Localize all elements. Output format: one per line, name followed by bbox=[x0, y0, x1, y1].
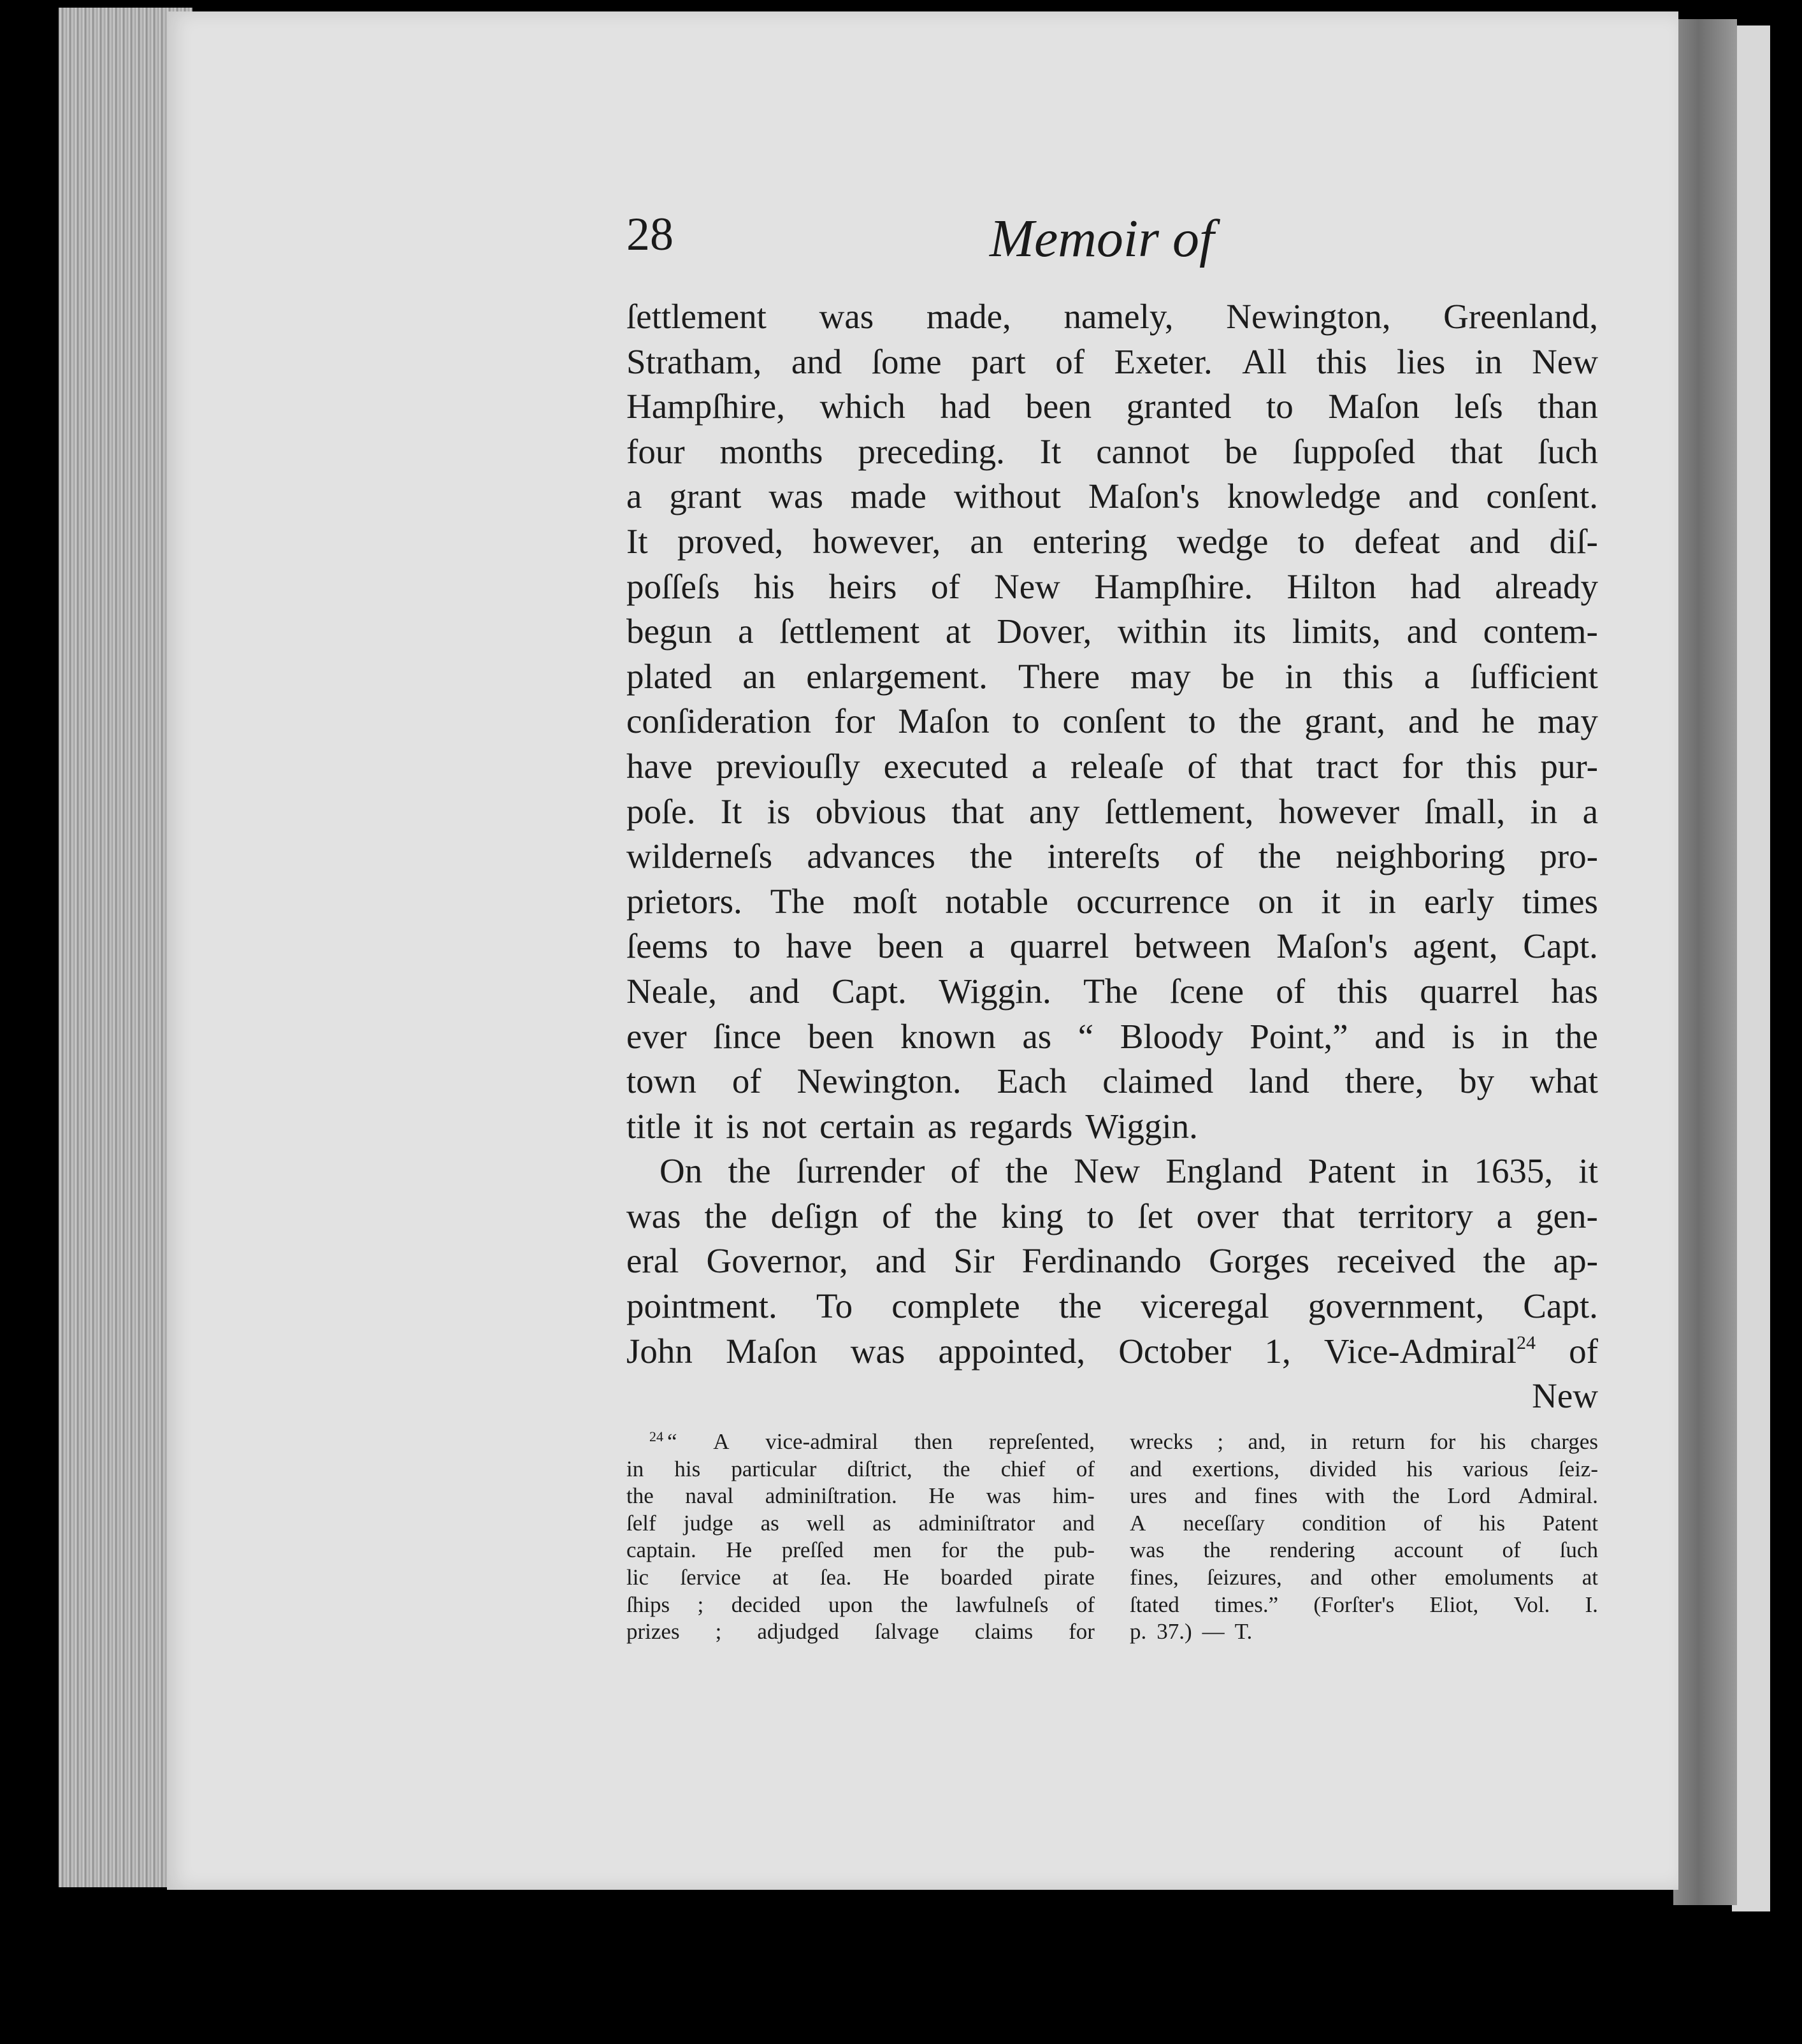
body-line: New bbox=[1532, 1376, 1598, 1416]
body-line: ſeems to have been a quarrel between Maſon's agent, Capt. bbox=[626, 926, 1598, 966]
footnote-left-line: lic ſervice at ſea. He boarded pirate bbox=[626, 1564, 1095, 1590]
body-line: wilderneſs advances the intereſts of the neighboring pro- bbox=[626, 837, 1598, 876]
body-line: four months preceding. It cannot be ſuppoſed that ſuch bbox=[626, 431, 1598, 471]
body-line: poſſeſs his heirs of New Hampſhire. Hilton had already bbox=[626, 566, 1598, 606]
footnote-marker: 24 bbox=[649, 1429, 663, 1444]
footnote-right-line: p. 37.) — T. bbox=[1130, 1619, 1253, 1645]
book-gutter bbox=[1673, 19, 1737, 1905]
body-line: Neale, and Capt. Wiggin. The ſcene of this quarrel has bbox=[626, 971, 1598, 1011]
footnotes bbox=[626, 1429, 1598, 1646]
body-line: a grant was made without Maſon's knowledge and conſent. bbox=[626, 477, 1598, 516]
body-line: plated an enlargement. There may be in this a ſufficient bbox=[626, 656, 1598, 696]
body-line: conſideration for Maſon to conſent to the grant, and he may bbox=[626, 702, 1598, 741]
body-line: town of Newington. Each claimed land there, by what bbox=[626, 1062, 1598, 1101]
footnote-left-line: $^{24}$ “ A vice-admiral then repreſented, bbox=[649, 1429, 1095, 1454]
body-line: John Maſon was appointed, October 1, Vice-Admiral$^{24}$ of bbox=[626, 1331, 1598, 1371]
body-line: have previouſly executed a releaſe of that tract for this pur- bbox=[626, 746, 1598, 786]
body-line: title it is not certain as regards Wiggin. bbox=[626, 1106, 1198, 1146]
footnote-left-line: captain. He preſſed men for the pub- bbox=[626, 1537, 1095, 1563]
footnote-left-line: ſelf judge as well as adminiſtrator and bbox=[626, 1510, 1095, 1536]
body-line: poſe. It is obvious that any ſettlement, however ſmall, in a bbox=[626, 791, 1598, 831]
facing-page-edge bbox=[1732, 25, 1770, 1911]
footnote-left-line: ſhips ; decided upon the lawfulneſs of bbox=[626, 1592, 1095, 1617]
footnote-right-line: and exertions, divided his various ſeiz- bbox=[1130, 1456, 1598, 1481]
body-line: Hampſhire, which had been granted to Maſon leſs than bbox=[626, 387, 1598, 426]
body-line: Stratham, and ſome part of Exeter. All this lies in New bbox=[626, 342, 1598, 381]
body-line: ever ſince been known as “ Bloody Point,” and is in the bbox=[626, 1016, 1598, 1056]
body-line: pointment. To complete the viceregal government, Capt. bbox=[626, 1286, 1598, 1326]
footnote-left-line: in his particular diſtrict, the chief of bbox=[626, 1456, 1095, 1481]
footnote-reference: 24 bbox=[1516, 1332, 1536, 1353]
footnote-left-line: prizes ; adjudged ſalvage claims for bbox=[626, 1619, 1095, 1645]
footnote-column-left bbox=[626, 1429, 1095, 1646]
body-text bbox=[626, 294, 1598, 1419]
running-head: Memoir of bbox=[990, 209, 1215, 268]
page-number: 28 bbox=[626, 208, 674, 261]
body-line: On the ſurrender of the New England Patent in 1635, it bbox=[660, 1151, 1598, 1191]
body-line: eral Governor, and Sir Ferdinando Gorges received the ap- bbox=[626, 1241, 1598, 1281]
footnote-right-line: ures and fines with the Lord Admiral. bbox=[1130, 1483, 1598, 1509]
footnote-right-line: wrecks ; and, in return for his charges bbox=[1130, 1429, 1598, 1454]
page-header bbox=[626, 208, 1598, 278]
footnote-right-line: A neceſſary condition of his Patent bbox=[1130, 1510, 1598, 1536]
footnote-right-line: fines, ſeizures, and other emoluments at bbox=[1130, 1564, 1598, 1590]
body-line: It proved, however, an entering wedge to defeat and diſ- bbox=[626, 521, 1598, 561]
footnote-left-line: the naval adminiſtration. He was him- bbox=[626, 1483, 1095, 1509]
body-line: was the deſign of the king to ſet over that territory a gen- bbox=[626, 1196, 1598, 1235]
body-line: prietors. The moſt notable occurrence on it in early times bbox=[626, 881, 1598, 921]
body-line: begun a ſettlement at Dover, within its limits, and contem- bbox=[626, 612, 1598, 651]
footnote-right-line: was the rendering account of ſuch bbox=[1130, 1537, 1598, 1563]
footnote-column-right bbox=[1130, 1429, 1598, 1646]
footnote-right-line: ſtated times.” (Forſter's Eliot, Vol. I. bbox=[1130, 1592, 1598, 1617]
body-line: ſettlement was made, namely, Newington, Greenland, bbox=[626, 297, 1598, 336]
